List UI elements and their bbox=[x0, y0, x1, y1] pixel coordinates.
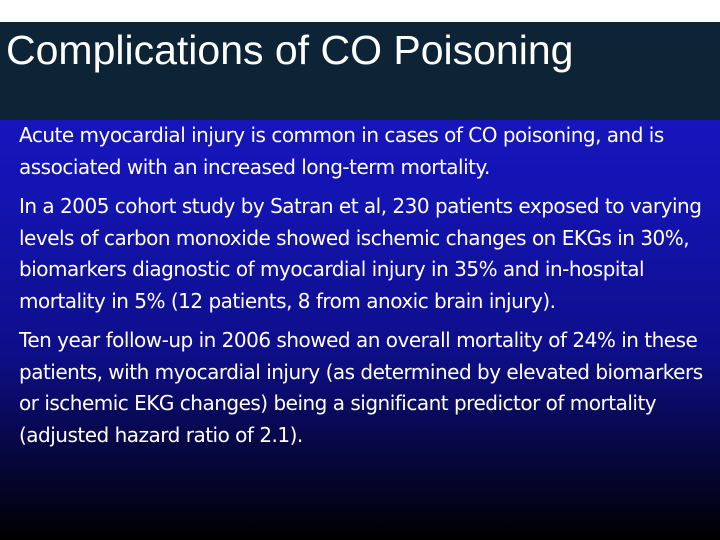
paragraph-follow-up: Ten year follow-up in 2006 showed an overall mortality of 24% in these patients, with myocardial injury (as determined by elevated biomarkers or ischemic EKG changes) being a significant predictor of mortality (adjusted hazard ratio of 2.1). bbox=[19, 328, 703, 447]
paragraph-myocardial-injury: Acute myocardial injury is common in cases of CO poisoning, and is associated with an increased long-term mortality. bbox=[19, 123, 664, 179]
top-band bbox=[0, 0, 720, 22]
slide-title: Complications of CO Poisoning bbox=[6, 27, 574, 73]
paragraph-cohort-study: In a 2005 cohort study by Satran et al, 230 patients exposed to varying levels of carbon monoxide showed ischemic changes on EKGs in 30%, biomarkers diagnostic of myocardial injury in 35% and in-hospital mortality in 5% (12 patients, 8 from anoxic brain injury). bbox=[19, 194, 702, 313]
slide-body bbox=[19, 120, 709, 459]
